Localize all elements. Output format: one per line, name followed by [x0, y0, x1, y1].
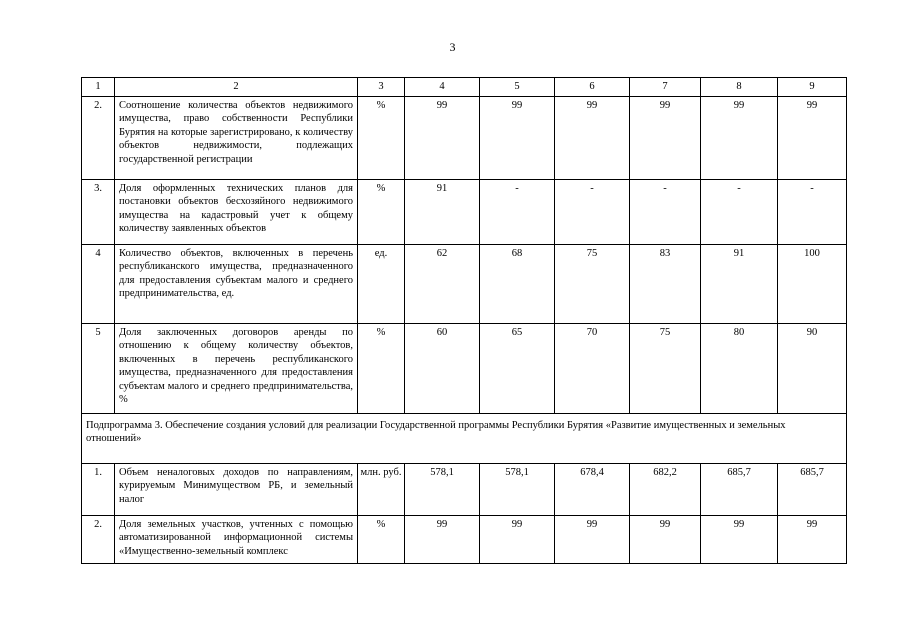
value-cell: 75	[630, 324, 701, 414]
indicators-table	[81, 77, 847, 564]
value-cell: 91	[405, 180, 480, 245]
value-cell: 100	[778, 245, 847, 324]
unit-cell: ед.	[358, 245, 405, 324]
unit-cell: млн. руб.	[358, 464, 405, 516]
subprogram-title: Подпрограмма 3. Обеспечение создания условий для реализации Государственной программы Республики Бурятия «Развитие имущественных и земельных отношений»	[82, 414, 847, 464]
value-cell: 99	[630, 97, 701, 180]
value-cell: 80	[701, 324, 778, 414]
page-number: 3	[449, 40, 456, 54]
value-cell: 65	[480, 324, 555, 414]
indicator-name: Объем неналоговых доходов по направлениям, курируемым Минимуществом РБ, и земельный налог	[115, 464, 358, 516]
table-row	[82, 324, 847, 414]
indicator-name: Соотношение количества объектов недвижимого имущества, право собственности Республики Бурятия на которые зарегистрировано, к количеству объектов недвижимости, подлежащих государственной регистрации	[115, 97, 358, 180]
indicator-name: Доля заключенных договоров аренды по отношению к общему количеству объектов, включенных в перечень республиканского имущества, предназначенного для предоставления субъектам малого и среднего предпринимательства, %	[115, 324, 358, 414]
value-cell: -	[630, 180, 701, 245]
table-row	[82, 464, 847, 516]
unit-cell: %	[358, 97, 405, 180]
value-cell: 62	[405, 245, 480, 324]
value-cell: 68	[480, 245, 555, 324]
indicator-name: Доля оформленных технических планов для постановки объектов бесхозяйного недвижимого имущества на кадастровый учет к общему количеству заявленных объектов	[115, 180, 358, 245]
value-cell: 99	[555, 97, 630, 180]
row-number: 3.	[82, 180, 115, 245]
indicator-name: Доля земельных участков, учтенных с помощью автоматизированной информационной системы «Имущественно-земельный комплекс	[115, 516, 358, 564]
value-cell: 90	[778, 324, 847, 414]
value-cell: -	[701, 180, 778, 245]
value-cell: 682,2	[630, 464, 701, 516]
header-cell: 1	[82, 78, 115, 97]
value-cell: 70	[555, 324, 630, 414]
row-number: 1.	[82, 464, 115, 516]
row-number: 2.	[82, 516, 115, 564]
value-cell: 99	[405, 97, 480, 180]
value-cell: 99	[701, 516, 778, 564]
header-cell: 5	[480, 78, 555, 97]
value-cell: 91	[701, 245, 778, 324]
value-cell: 685,7	[701, 464, 778, 516]
section-row	[82, 414, 847, 464]
value-cell: 60	[405, 324, 480, 414]
row-number: 4	[82, 245, 115, 324]
value-cell: 99	[630, 516, 701, 564]
value-cell: 685,7	[778, 464, 847, 516]
value-cell: 83	[630, 245, 701, 324]
value-cell: 99	[778, 97, 847, 180]
value-cell: 99	[480, 516, 555, 564]
value-cell: 99	[555, 516, 630, 564]
value-cell: 99	[701, 97, 778, 180]
header-cell: 6	[555, 78, 630, 97]
row-number: 5	[82, 324, 115, 414]
value-cell: 75	[555, 245, 630, 324]
value-cell: 578,1	[480, 464, 555, 516]
value-cell: -	[778, 180, 847, 245]
header-cell: 2	[115, 78, 358, 97]
indicator-name: Количество объектов, включенных в перечень республиканского имущества, предназначенного для предоставления субъектам малого и среднего предпринимательства, ед.	[115, 245, 358, 324]
value-cell: 99	[778, 516, 847, 564]
header-cell: 7	[630, 78, 701, 97]
value-cell: 99	[480, 97, 555, 180]
table-row	[82, 245, 847, 324]
value-cell: 678,4	[555, 464, 630, 516]
header-cell: 9	[778, 78, 847, 97]
table-header-row	[82, 78, 847, 97]
table-row	[82, 180, 847, 245]
unit-cell: %	[358, 516, 405, 564]
value-cell: 99	[405, 516, 480, 564]
header-cell: 3	[358, 78, 405, 97]
unit-cell: %	[358, 180, 405, 245]
header-cell: 4	[405, 78, 480, 97]
table-row	[82, 97, 847, 180]
table-row	[82, 516, 847, 564]
value-cell: -	[480, 180, 555, 245]
row-number: 2.	[82, 97, 115, 180]
value-cell: 578,1	[405, 464, 480, 516]
value-cell: -	[555, 180, 630, 245]
unit-cell: %	[358, 324, 405, 414]
header-cell: 8	[701, 78, 778, 97]
